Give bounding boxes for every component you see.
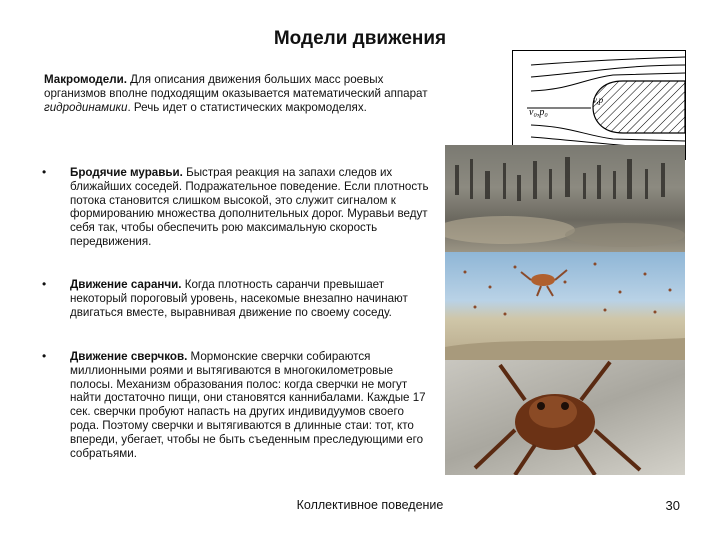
locust-photo bbox=[445, 252, 685, 360]
flow-streamlines bbox=[513, 51, 685, 159]
bullet-crickets-label: Движение сверчков. bbox=[70, 350, 188, 363]
bullet-marker: • bbox=[42, 165, 47, 179]
page-number: 30 bbox=[665, 498, 680, 513]
bullet-ants-label: Бродячие муравьи. bbox=[70, 166, 183, 179]
macro-text-after: . Речь идет о статистических макромоделях. bbox=[127, 100, 367, 114]
bullet-crickets-text: Мормонские сверчки собираются миллионными роями и вытягиваются в многокилометровые полосы. Механизм образования полос: когда сверчки не могут найти достаточно пищи, они становятся каннибалами. Каждые 17 сек. сверчки пробуют напасть на других индивидуумов своего рода. Поэтому сверчки и вытягиваются в длинные стаи: тот, кто впереди, убегает, чтобы не быть съеденным преследующими его собратьями. bbox=[70, 350, 426, 460]
bullet-locust-label: Движение саранчи. bbox=[70, 278, 182, 291]
diagram-label-left: v₀,p₀ bbox=[529, 107, 548, 118]
cricket-photo bbox=[445, 360, 685, 475]
bullet-ants bbox=[70, 166, 435, 249]
bullet-locust bbox=[70, 278, 435, 319]
macro-label: Макромодели. bbox=[44, 73, 127, 86]
ants-photo bbox=[445, 145, 685, 252]
bullet-crickets bbox=[70, 350, 435, 460]
bullet-marker: • bbox=[42, 277, 47, 291]
macro-emphasis: гидродинамики bbox=[44, 100, 128, 114]
ants-texture bbox=[445, 145, 685, 252]
footer-text: Коллективное поведение bbox=[296, 498, 444, 512]
macro-paragraph bbox=[44, 73, 439, 114]
bullet-locust-text: Когда плотность саранчи превышает некоторый пороговый уровень, насекомые внезапно начинают двигаться вместе, выравнивая движение по своему соседу. bbox=[70, 278, 408, 319]
slide-title: Модели движения bbox=[273, 28, 447, 49]
locust-swarm bbox=[445, 252, 685, 360]
macro-text-before: Для описания движения больших масс роевых организмов вполне подходящим оказывается математический аппарат bbox=[44, 73, 428, 100]
cricket-shape bbox=[445, 360, 685, 475]
flow-diagram bbox=[512, 50, 686, 160]
bullet-ants-text: Быстрая реакция на запахи следов их ближайших соседей. Подражательное поведение. Если плотность потока становится слишком высокой, это служит сигналом к формированию множества дополнительных дорог. Муравьи ведут себя так, чтобы обеспечить рою максимальную скорость передвижения. bbox=[70, 166, 429, 248]
bullet-marker: • bbox=[42, 349, 47, 363]
diagram-label-right: v,p bbox=[593, 95, 604, 105]
